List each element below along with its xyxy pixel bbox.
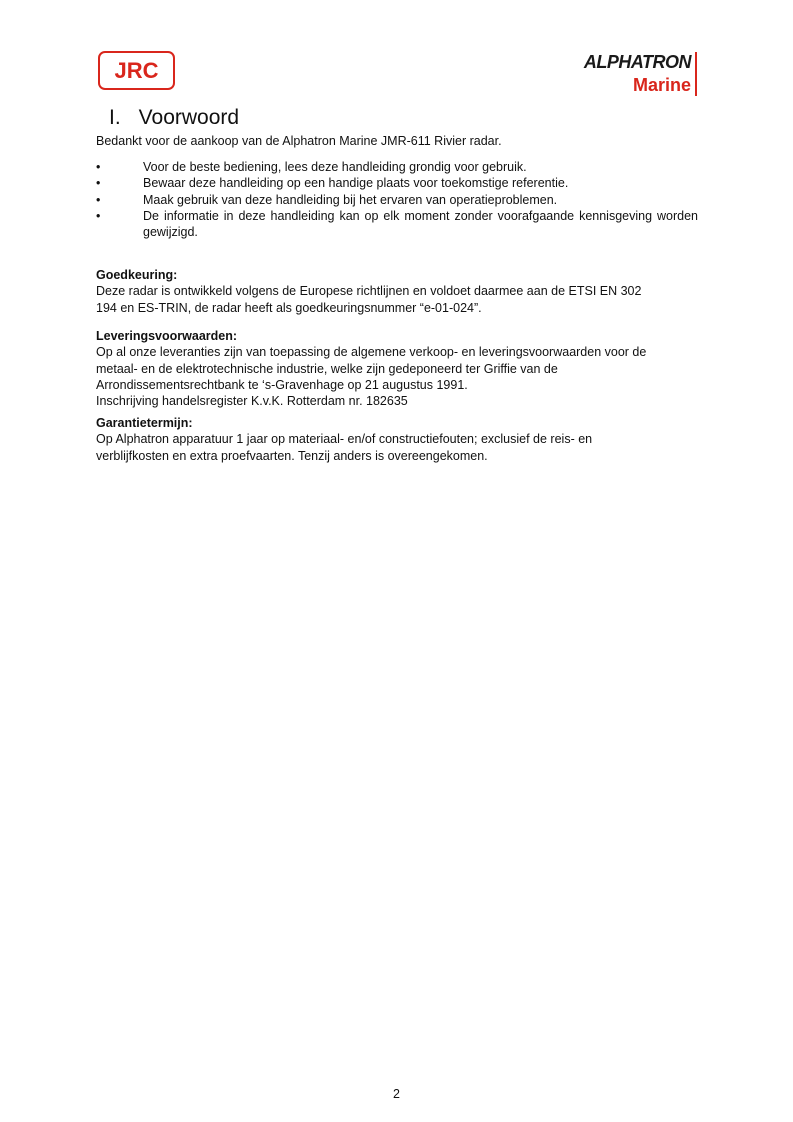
bullet-list: [96, 159, 698, 240]
section-title: [109, 106, 239, 130]
logo-divider: [695, 52, 697, 96]
alphatron-marine-logo: [557, 52, 697, 96]
section-title-text: Voorwoord: [138, 106, 240, 129]
leveringsvoorwaarden-line: Arrondissementsrechtbank te ‘s-Gravenhage op 21 augustus 1991.: [96, 377, 468, 392]
leveringsvoorwaarden-section: [96, 328, 696, 409]
leveringsvoorwaarden-heading: Leveringsvoorwaarden:: [96, 329, 238, 343]
list-item: [96, 159, 698, 175]
leveringsvoorwaarden-line: metaal- en de elektrotechnische industrie, welke zijn gedeponeerd ter Griffie van de: [96, 361, 558, 376]
garantietermijn-heading: Garantietermijn:: [96, 416, 193, 430]
list-item: [96, 192, 698, 208]
leveringsvoorwaarden-line: Op al onze leveranties zijn van toepassing de algemene verkoop- en leveringsvoorwaarden voor de: [96, 345, 647, 360]
garantietermijn-section: [96, 415, 696, 464]
list-item-text: Bewaar deze handleiding op een handige plaats voor toekomstige referentie.: [143, 176, 569, 191]
page-number: 2: [393, 1087, 400, 1101]
list-item-text: Maak gebruik van deze handleiding bij het ervaren van operatieproblemen.: [143, 192, 558, 207]
garantietermijn-line: verblijfkosten en extra proefvaarten. Tenzij anders is overeengekomen.: [96, 448, 488, 463]
jrc-logo-text: JRC: [114, 57, 159, 83]
bullet-icon: •: [96, 176, 101, 191]
section-number: I.: [109, 106, 121, 129]
leveringsvoorwaarden-line: Inschrijving handelsregister K.v.K. Rotterdam nr. 182635: [96, 394, 408, 409]
list-item-text: Voor de beste bediening, lees deze handleiding grondig voor gebruik.: [143, 160, 527, 174]
jrc-logo: [98, 51, 175, 90]
bullet-icon: •: [96, 208, 101, 223]
goedkeuring-section: [96, 267, 696, 316]
garantietermijn-line: Op Alphatron apparatuur 1 jaar op materiaal- en/of constructiefouten; exclusief de reis- en: [96, 432, 593, 447]
marine-logo-text: Marine: [632, 75, 691, 95]
goedkeuring-line: Deze radar is ontwikkeld volgens de Europese richtlijnen en voldoet daarmee aan de ETSI EN 302: [96, 284, 642, 299]
list-item: [96, 175, 698, 191]
bullet-icon: •: [96, 160, 101, 174]
goedkeuring-line: 194 en ES-TRIN, de radar heeft als goedkeuringsnummer “e-01-024”.: [96, 300, 482, 315]
bullet-icon: •: [96, 192, 101, 207]
alphatron-logo-text: ALPHATRON: [583, 52, 691, 72]
goedkeuring-heading: Goedkeuring:: [96, 268, 178, 282]
list-item: [96, 208, 698, 241]
intro-paragraph: Bedankt voor de aankoop van de Alphatron Marine JMR-611 Rivier radar.: [96, 134, 502, 148]
list-item-text: De informatie in deze handleiding kan op elk moment zonder voorafgaande kennisgeving worden gewijzigd.: [143, 208, 698, 240]
